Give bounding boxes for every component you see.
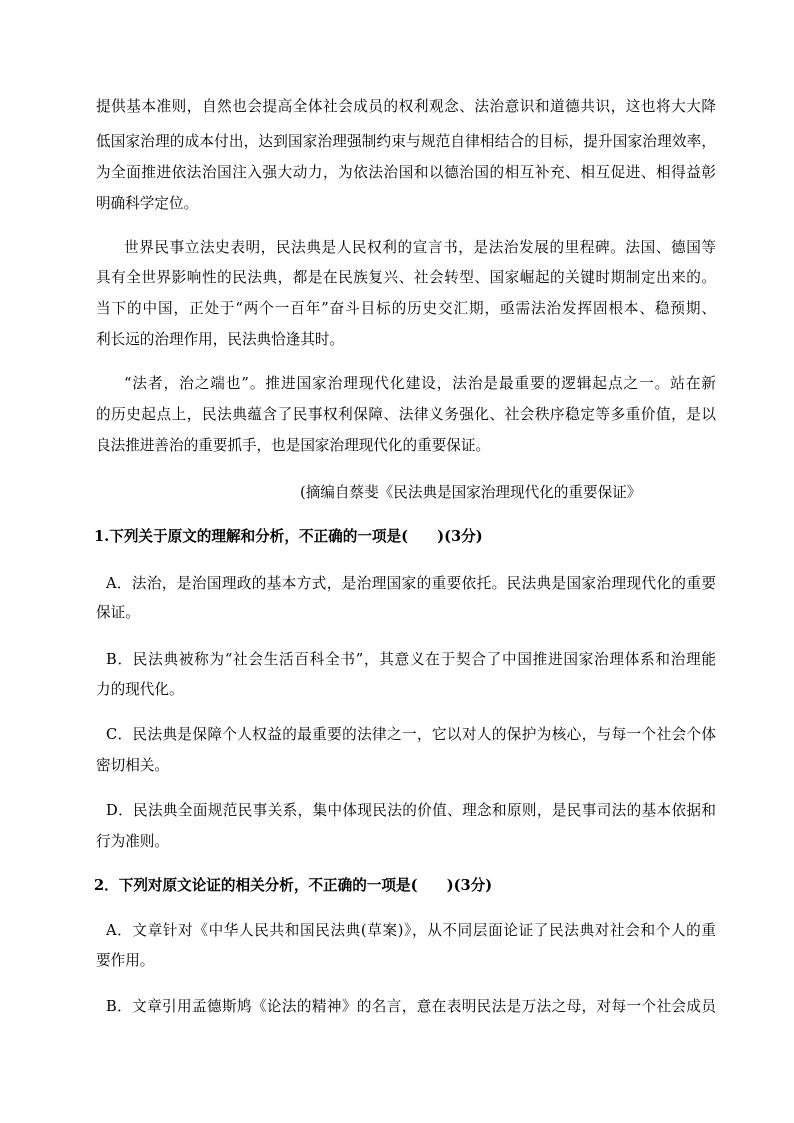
question-2-stem: 2．下列对原文论证的相关分析，不正确的一项是( )(3分) <box>94 877 493 894</box>
question-1-stem: 1.下列关于原文的理解和分析，不正确的一项是( )(3分) <box>94 528 483 545</box>
question-2-option-a-cont: 要作用。 <box>96 952 155 969</box>
passage-line: 具有全世界影响性的民法典，都是在民族复兴、社会转型、国家崛起的关键时期制定出来的。 <box>96 269 716 286</box>
question-1-option-a: A．法治，是治国理政的基本方式，是治理国家的重要依托。民法典是国家治理现代化的重要 <box>106 575 716 592</box>
passage-line: 世界民事立法史表明，民法典是人民权利的宣言书，是法治发展的里程碑。法国、德国等 <box>124 239 716 256</box>
question-1-option-d-cont: 行为准则。 <box>96 833 169 850</box>
passage-line: 明确科学定位。 <box>96 195 199 212</box>
question-1-option-a-cont: 保证。 <box>96 604 140 621</box>
passage-line: 良法推进善治的重要抓手，也是国家治理现代化的重要保证。 <box>96 437 491 454</box>
question-2-option-a: A．文章针对《中华人民共和国民法典(草案)》，从不同层面论证了民法典对社会和个人的重 <box>106 922 716 939</box>
passage-line: 当下的中国，正处于“两个一百年”奋斗目标的历史交汇期，亟需法治发挥固根本、稳预期、 <box>96 300 716 317</box>
passage-line: 提供基本准则，自然也会提高全体社会成员的权利观念、法治意识和道德共识，这也将大大降 <box>96 98 716 115</box>
passage-line: “法者，治之端也”。推进国家治理现代化建设，法治是最重要的逻辑起点之一。站在新 <box>124 375 716 392</box>
passage-line: 低国家治理的成本付出，达到国家治理强制约束与规范自律相结合的目标，提升国家治理效率， <box>96 133 716 150</box>
question-1-option-b-cont: 力的现代化。 <box>96 681 184 698</box>
passage-line: 的历史起点上，民法典蕴含了民事权利保障、法律义务强化、社会秩序稳定等多重价值，是以 <box>96 406 716 423</box>
question-1-option-c: C．民法典是保障个人权益的最重要的法律之一，它以对人的保护为核心，与每一个社会个体 <box>106 726 716 743</box>
question-2-option-b: B．文章引用孟德斯鸠《论法的精神》的名言，意在表明民法是万法之母，对每一个社会成员 <box>106 998 716 1015</box>
passage-source: (摘编自蔡斐《民法典是国家治理现代化的重要保证》 <box>300 484 642 501</box>
question-1-option-d: D．民法典全面规范民事关系，集中体现民法的价值、理念和原则，是民事司法的基本依据和 <box>106 802 716 819</box>
question-1-option-c-cont: 密切相关。 <box>96 757 169 774</box>
question-1-option-b: B．民法典被称为“社会生活百科全书”，其意义在于契合了中国推进国家治理体系和治理能 <box>106 651 716 668</box>
passage-line: 为全面推进依法治国注入强大动力，为依法治国和以德治国的相互补充、相互促进、相得益彰 <box>96 164 716 181</box>
passage-line: 利长远的治理作用，民法典恰逢其时。 <box>96 331 345 348</box>
